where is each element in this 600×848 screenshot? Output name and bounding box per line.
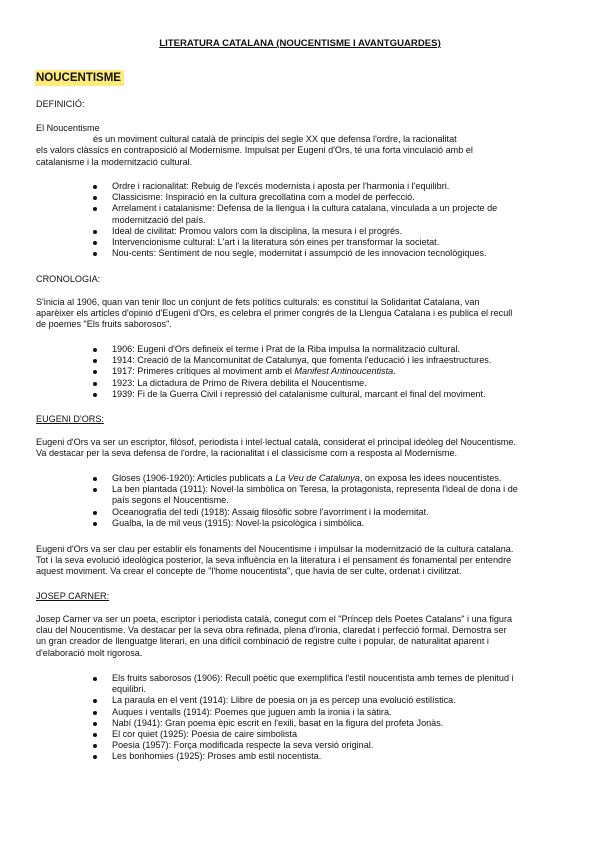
paragraph-line: un gran creador de llenguatge literari, en una difícil combinació de registre culte i popular, de naturalitat aparent i [36,636,489,647]
list-item-text: Gloses (1906-1920): Articles publicats a [112,473,276,483]
paragraph-line: d'elaboració molt rigorosa. [36,647,143,658]
paragraph-line: és un moviment cultural català de principis del segle XX que defensa l'ordre, la racionalitat [93,134,457,145]
list-item: Arrelament i catalanisme: Defensa de la llengua i la cultura catalana, vinculada a un projecte de [89,203,569,214]
list-item-continuation [89,684,569,695]
eugeni-paragraph [36,437,564,459]
publication-title: La Veu de Catalunya [275,473,360,483]
paragraph-line: els valors clàssics en contraposició al Modernisme. Impulsat per Eugeni d'Ors, té una forta vinculació amb el [36,145,473,156]
paragraph-line: Josep Carner va ser un poeta, escriptor i periodista català, conegut com el "Príncep dels Poetes Catalans" i una figura [36,614,513,624]
list-item: 1906: Eugeni d'Ors defineix el terme i Prat de la Riba impulsa la normalització cultural. [89,344,569,355]
document-title: LITERATURA CATALANA (NOUCENTISME I AVANTGUARDES) [159,38,441,49]
list-item-text: equilibri. [112,684,146,695]
list-item: 1923: La dictadura de Primo de Rivera debilita el Noucentisme. [89,378,569,389]
list-item-text: , on exposa les idees noucentistes. [359,473,502,483]
paragraph-line: catalanisme i la modernització cultural. [36,156,193,167]
list-item-text: 1917: Primeres crítiques al moviment amb el [112,366,295,377]
list-item-text: país segons el Noucentisme. [112,495,229,506]
list-item: Auques i ventalls (1914): Poemes que juguen amb la ironia i la sàtira. [89,707,569,718]
list-item: Oceanografia del tedi (1918): Assaig filosòfic sobre l'avorriment i la modernitat. [89,507,569,518]
paragraph-line: aquest moviment. Va crear el concepte de "l'home noucentista", que havia de ser culte, ordenat i civilitzat. [36,566,462,577]
list-item: La ben plantada (1911): Novel·la simbòlica on Teresa, la protagonista, representa l'ideal de dona i de [89,484,569,495]
cronologia-label: CRONOLOGIA: [36,274,101,284]
list-item-text: . [393,366,396,377]
paragraph-line: aparèixer els articles d'opinió d'Eugeni d'Ors, es celebra el primer congrés de la Llengua Catalana i es publica el recull [36,308,513,319]
list-item: 1939: Fi de la Guerra Civil i repressió del catalanisme cultural, marcant el final del moviment. [89,389,569,400]
carner-label: JOSEP CARNER: [36,591,110,601]
list-item: Ordre i racionalitat: Rebuig de l'excés modernista i aposta per l'harmonia i l'equilibri. [89,181,569,192]
definicio-label: DEFINICIÓ: [36,99,85,109]
list-item: Els fruits saborosos (1906): Recull poètic que exemplifica l'estil noucentista amb temes de plenitud i [89,673,569,684]
list-item [89,366,569,377]
cronologia-list [89,344,569,400]
list-item: Poesia (1957): Força modificada respecte la seva versió original. [89,740,569,751]
manifest-title: Manifest Antinoucentista [294,366,394,377]
paragraph-line: clau del Noucentisme. Va destacar per la seva obra refinada, plena d'ironia, claredat i perfecció formal. Demostra ser [36,625,507,636]
carner-paragraph [36,614,564,659]
list-item: Les bonhomies (1925): Proses amb estil nocentista. [89,751,569,762]
list-item: El cor quiet (1925): Poesia de caire simbolista [89,729,569,740]
paragraph-line: S'inicia al 1906, quan van tenir lloc un conjunt de fets polítics culturals: es constituí la Solidaritat Catalana, van [36,297,480,307]
section-heading-noucentisme: NOUCENTISME [35,70,124,86]
list-item: La paraula en el vent (1914): Llibre de poesia on ja es percep una evolució estilística. [89,695,569,706]
carner-list [89,673,569,763]
paragraph-line: Eugeni d'Ors va ser un escriptor, filòsof, periodista i intel·lectual català, considerat el principal ideòleg del Noucentisme. [36,437,516,447]
list-item: Nabí (1941): Gran poema èpic escrit en l'exili, basat en la figura del profeta Jonàs. [89,718,569,729]
list-item: Ideal de civilitat: Promou valors com la disciplina, la mesura i el progrés. [89,226,569,237]
paragraph-line: Eugeni d'Ors va ser clau per establir els fonaments del Noucentisme i impulsar la modernització de la cultura catalana. [36,544,514,554]
eugeni-conclusion [36,544,564,578]
paragraph-line: Tot i la seva evolució ideològica posterior, la seva influència en la literatura i el pensament és fonamental per entendre [36,555,512,566]
definicio-list [89,181,569,259]
paragraph-line: El Noucentisme [36,123,100,133]
list-item: Classicisme: Inspiració en la cultura grecollatina com a model de perfecció. [89,192,569,203]
eugeni-list [89,473,569,529]
paragraph-line: Va destacar per la seva defensa de l'ordre, la racionalitat i el classicisme com a resposta al Modernisme. [36,448,458,459]
eugeni-label: EUGENI D'ORS: [36,414,104,424]
list-item-text: modernització del país. [112,214,206,225]
list-item-continuation [89,215,569,226]
paragraph-line: de poemes "Els fruits saborosos". [36,319,172,330]
list-item: Intervencionisme cultural: L'art i la literatura són eines per transformar la societat. [89,237,569,248]
list-item: 1914: Creació de la Mancomunitat de Catalunya, que fomenta l'educació i les infraestructures. [89,355,569,366]
list-item: Gualba, la de mil veus (1915): Novel·la psicològica i simbòlica. [89,518,569,529]
list-item-continuation [89,495,569,506]
list-item: Nou-cents: Sentiment de nou segle, modernitat i assumpció de les innovacion tecnològiques. [89,248,569,259]
cronologia-paragraph [36,297,564,331]
definicio-paragraph [36,123,564,168]
list-item [89,473,569,484]
